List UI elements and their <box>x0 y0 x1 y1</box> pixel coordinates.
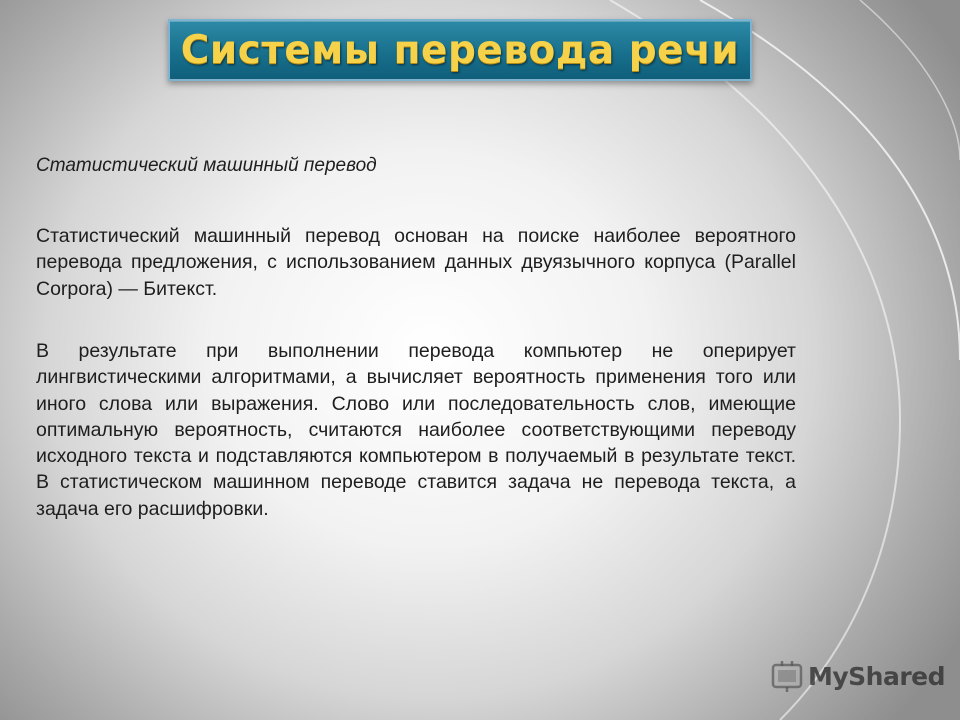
paragraph-1: Статистический машинный перевод основан на поиске наиболее вероятного перевода предложения, с использованием данных двуязычного корпуса (Parallel Corpora) — Битекст. <box>36 225 796 300</box>
slide-subtitle: Статистический машинный перевод <box>36 155 377 176</box>
watermark-text: MyShared <box>808 661 946 691</box>
myshared-logo-icon <box>770 659 804 693</box>
myshared-watermark <box>770 656 945 696</box>
slide-title: Системы перевода речи <box>180 27 740 73</box>
paragraph-2: В результате при выполнении перевода компьютер не оперирует лингвистическими алгоритмами, а вычисляет вероятность применения того или иного слова или выражения. Слово или последовательность слов, имеющие оптимальную вероятность, считаются наиболее соответствующими переводу исходного текста и подставляются компьютером в получаемый в результате текст. В статистическом машинном переводе ставится задача не перевода текста, а задача его расшифровки. <box>36 340 796 520</box>
title-banner <box>168 19 752 81</box>
